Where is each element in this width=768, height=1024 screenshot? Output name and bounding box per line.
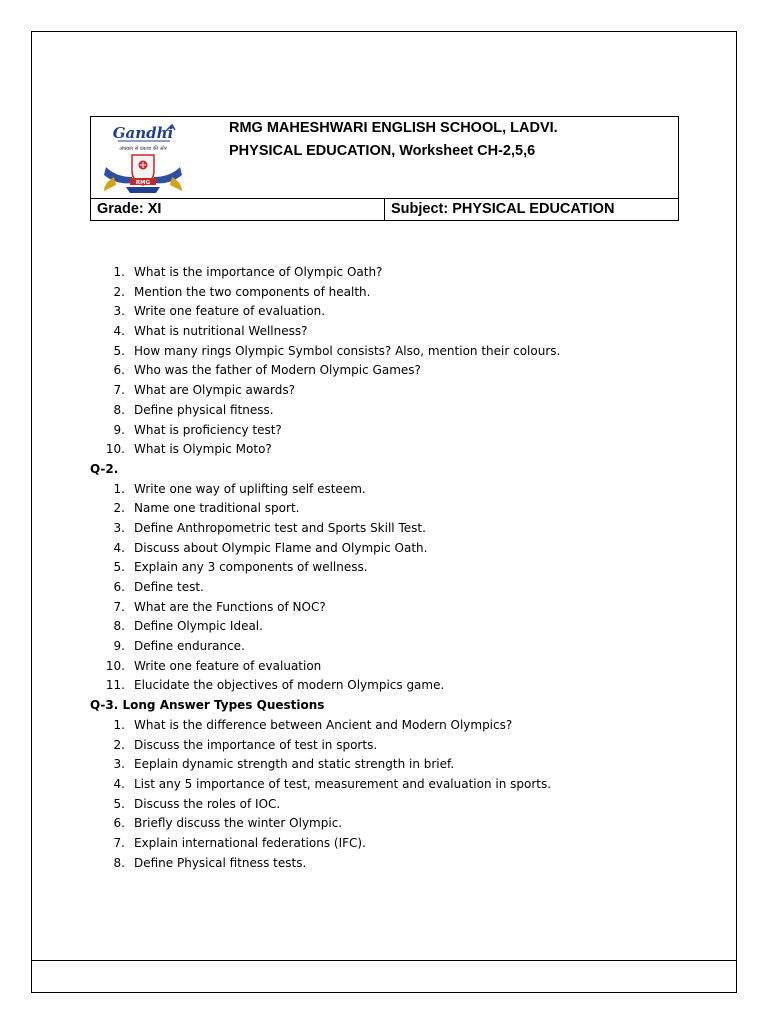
- question-list: [90, 263, 690, 873]
- question-text: Briefly discuss the winter Olympic.: [134, 816, 343, 831]
- question-item: [90, 401, 690, 421]
- question-text: Eeplain dynamic strength and static strength in brief.: [134, 757, 455, 772]
- question-text: Discuss the roles of IOC.: [134, 796, 281, 811]
- question-item: [90, 519, 690, 539]
- question-text: Write one feature of evaluation.: [134, 304, 326, 319]
- section-heading: Q-2.: [90, 461, 119, 476]
- question-number: 2.: [113, 501, 125, 516]
- question-text: Define Olympic Ideal.: [134, 619, 263, 634]
- question-item: [90, 499, 690, 519]
- question-text: Define endurance.: [134, 639, 245, 654]
- question-text: Discuss about Olympic Flame and Olympic Oath.: [134, 540, 428, 555]
- school-logo: [96, 121, 190, 197]
- question-number: 9.: [113, 422, 125, 437]
- footer-rule: [31, 960, 737, 961]
- question-item: [90, 539, 690, 559]
- question-section: [90, 460, 690, 696]
- question-item: [90, 617, 690, 637]
- question-number: 6.: [113, 580, 125, 594]
- subject-label: Subject: PHYSICAL EDUCATION: [391, 201, 615, 217]
- question-number: 3.: [113, 304, 125, 319]
- question-text: Explain international federations (IFC).: [134, 835, 366, 850]
- question-text: Define Anthropometric test and Sports Skill Test.: [134, 520, 426, 535]
- question-text: Explain any 3 components of wellness.: [134, 560, 368, 575]
- question-text: List any 5 importance of test, measurement and evaluation in sports.: [134, 776, 552, 791]
- question-text: Discuss the importance of test in sports.: [134, 737, 378, 752]
- question-number: 5.: [113, 796, 125, 811]
- question-number: 6.: [113, 816, 125, 831]
- question-text: What is nutritional Wellness?: [134, 324, 308, 339]
- school-name: RMG MAHESHWARI ENGLISH SCHOOL, LADVI.: [229, 120, 558, 136]
- question-item: [90, 322, 690, 342]
- question-item: [90, 736, 690, 756]
- question-text: What are the Functions of NOC?: [134, 599, 326, 614]
- header-column-divider: [384, 198, 385, 220]
- question-item: [90, 578, 690, 598]
- question-item: [90, 775, 690, 795]
- logo-top-text: Gandhi: [112, 124, 174, 142]
- question-item: [90, 676, 690, 696]
- question-text: Define test.: [134, 580, 204, 594]
- question-item: [90, 440, 690, 460]
- question-number: 8.: [113, 402, 125, 417]
- question-item: [90, 854, 690, 874]
- question-item: [90, 263, 690, 283]
- question-text: Write one way of uplifting self esteem.: [134, 481, 366, 496]
- question-number: 8.: [113, 855, 125, 870]
- worksheet-title: PHYSICAL EDUCATION, Worksheet CH-2,5,6: [229, 143, 536, 159]
- question-number: 1.: [113, 265, 125, 279]
- question-text: Elucidate the objectives of modern Olympics game.: [134, 678, 445, 693]
- question-item: [90, 342, 690, 362]
- question-number: 4.: [113, 776, 125, 791]
- question-item: [90, 480, 690, 500]
- section-heading: Q-3. Long Answer Types Questions: [90, 698, 325, 713]
- question-text: What is the importance of Olympic Oath?: [134, 265, 383, 279]
- question-section: [90, 263, 690, 460]
- question-number: 6.: [113, 363, 125, 378]
- grade-label: Grade: XI: [97, 201, 162, 217]
- question-number: 11.: [105, 678, 125, 693]
- question-text: Define physical fitness.: [134, 402, 274, 417]
- question-section: [90, 696, 690, 873]
- question-number: 8.: [113, 619, 125, 634]
- question-number: 5.: [113, 343, 125, 358]
- logo-badge-text: RMG: [135, 180, 151, 186]
- question-item: [90, 716, 690, 736]
- question-number: 3.: [113, 757, 125, 772]
- question-text: Who was the father of Modern Olympic Games?: [134, 363, 421, 378]
- question-number: 1.: [113, 481, 125, 496]
- question-item: [90, 795, 690, 815]
- question-number: 7.: [113, 835, 125, 850]
- question-number: 3.: [113, 520, 125, 535]
- question-number: 4.: [113, 540, 125, 555]
- question-item: [90, 637, 690, 657]
- question-text: How many rings Olympic Symbol consists? Also, mention their colours.: [134, 343, 561, 358]
- question-item: [90, 302, 690, 322]
- question-text: Write one feature of evaluation: [134, 658, 322, 673]
- question-text: What are Olympic awards?: [134, 383, 295, 398]
- question-number: 10.: [105, 442, 125, 457]
- question-text: What is Olympic Moto?: [134, 442, 272, 457]
- question-number: 2.: [113, 737, 125, 752]
- question-number: 2.: [113, 284, 125, 299]
- question-text: What is proficiency test?: [134, 422, 282, 437]
- question-text: Mention the two components of health.: [134, 284, 371, 299]
- question-item: [90, 421, 690, 441]
- question-item: [90, 361, 690, 381]
- question-number: 10.: [105, 658, 125, 673]
- question-number: 9.: [113, 639, 125, 654]
- question-item: [90, 814, 690, 834]
- question-number: 7.: [113, 599, 125, 614]
- question-item: [90, 283, 690, 303]
- question-number: 7.: [113, 383, 125, 398]
- question-text: What is the difference between Ancient and Modern Olympics?: [134, 717, 513, 732]
- question-item: [90, 558, 690, 578]
- question-number: 1.: [113, 717, 125, 732]
- worksheet-header: [90, 116, 679, 221]
- question-item: [90, 834, 690, 854]
- logo-tagline: अंधकार से प्रकाश की ओर: [119, 146, 167, 152]
- question-item: [90, 755, 690, 775]
- question-number: 4.: [113, 324, 125, 339]
- question-text: Define Physical fitness tests.: [134, 855, 307, 870]
- question-item: [90, 381, 690, 401]
- question-item: [90, 657, 690, 677]
- question-text: Name one traditional sport.: [134, 501, 300, 516]
- question-item: [90, 598, 690, 618]
- question-number: 5.: [113, 560, 125, 575]
